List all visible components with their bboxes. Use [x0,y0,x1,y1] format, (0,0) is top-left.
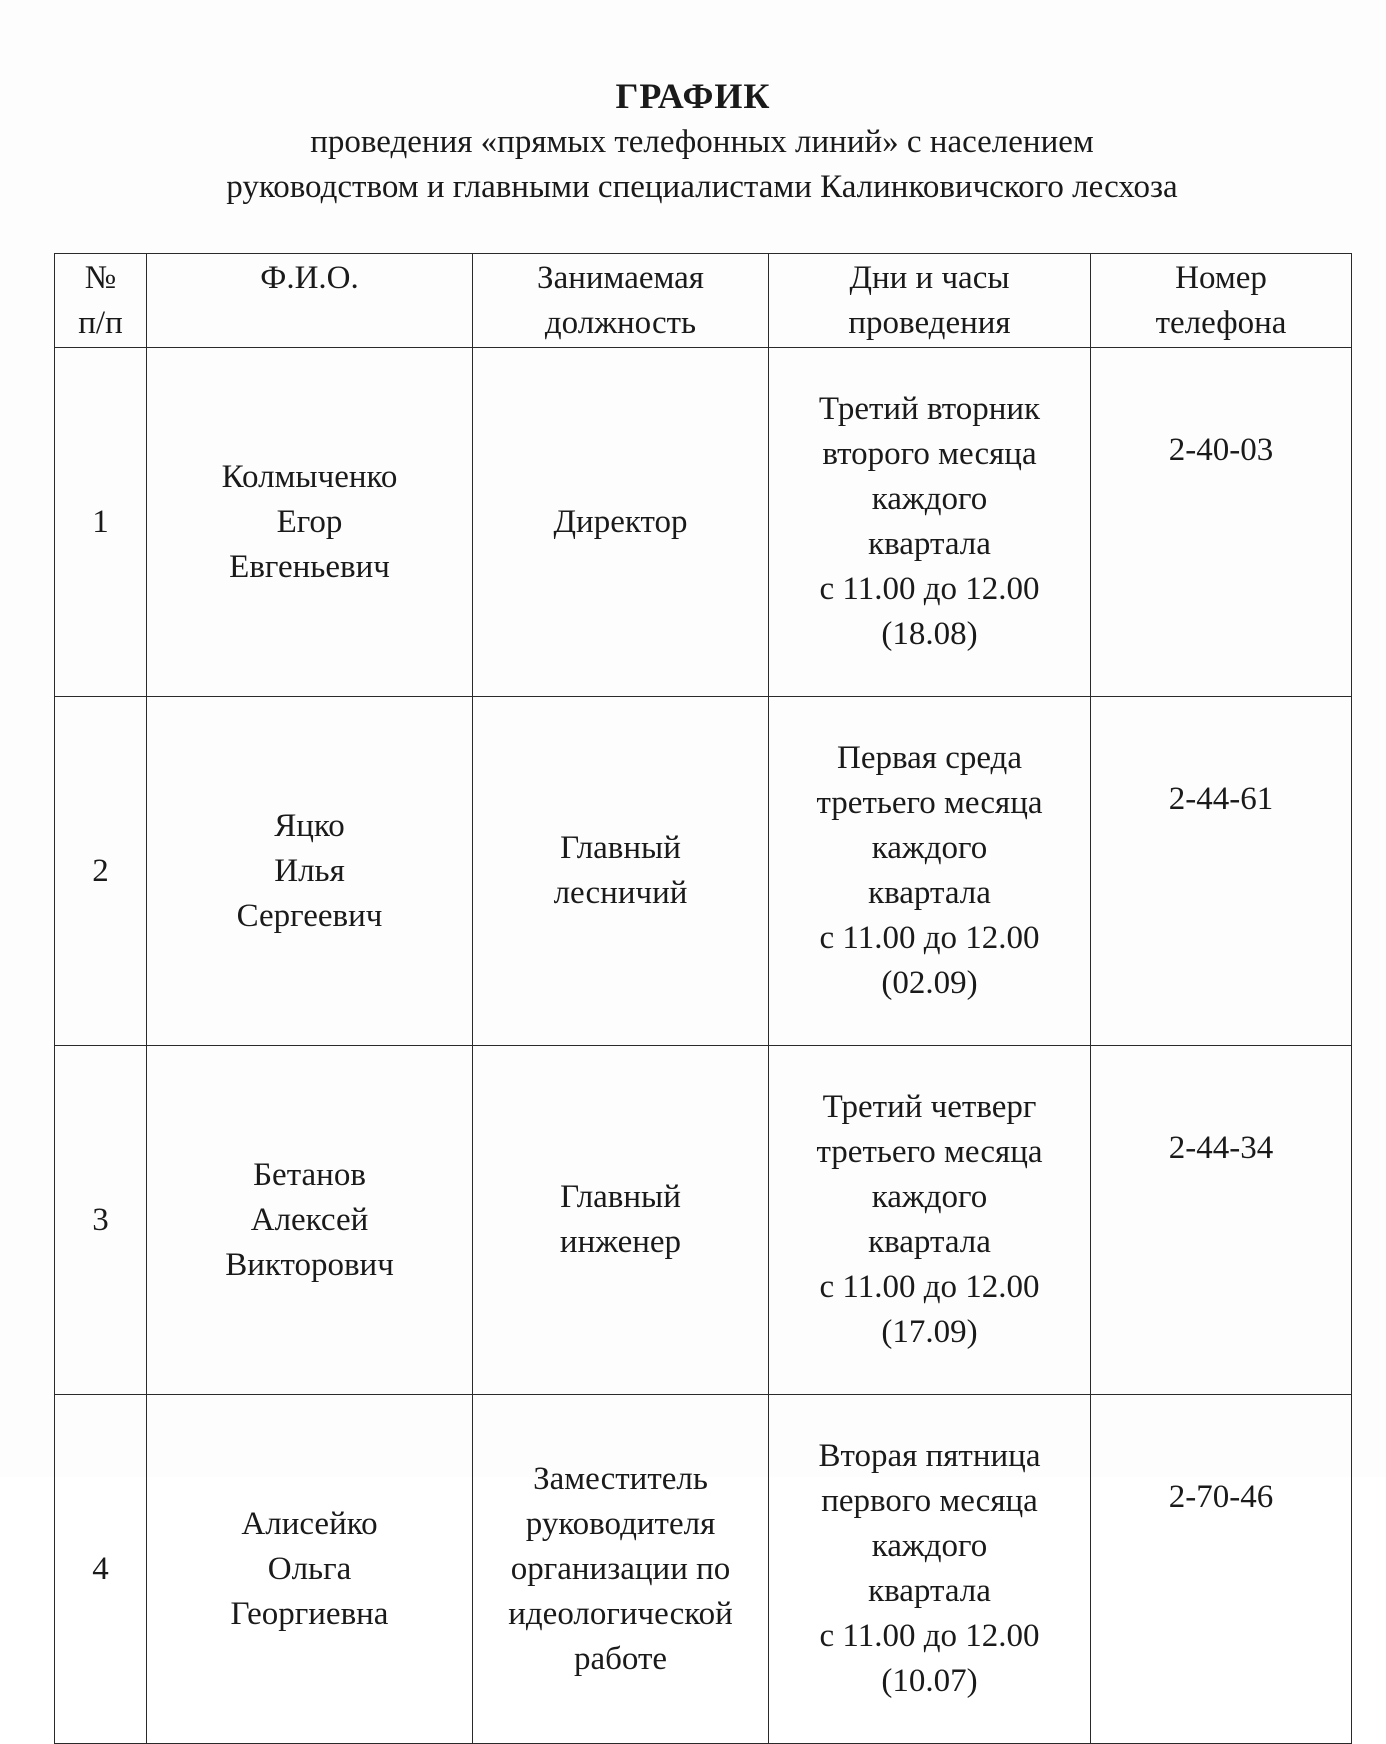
row-position: Главный лесничий [473,697,769,1046]
row-phone-number: 2-44-34 [1091,1046,1352,1395]
hotline-schedule-table [54,253,1352,1744]
row-phone-number: 2-44-61 [1091,697,1352,1046]
row-position: Главный инженер [473,1046,769,1395]
row-schedule: Вторая пятница первого месяца каждого квартала с 11.00 до 12.00 (10.07) [769,1395,1091,1744]
row-schedule: Первая среда третьего месяца каждого квартала с 11.00 до 12.00 (02.09) [769,697,1091,1046]
header-position: Занимаемая должность [473,254,769,348]
document-subtitle-line-2: руководством и главными специалистами Калинковичского лесхоза [226,169,1178,205]
table-row [55,697,1352,1046]
row-full-name: Алисейко Ольга Георгиевна [147,1395,473,1744]
row-number: 4 [55,1395,147,1744]
table-header-row [55,254,1352,348]
header-number: № п/п [55,254,147,348]
table-row [55,1046,1352,1395]
row-number: 2 [55,697,147,1046]
table-row [55,348,1352,697]
row-position: Заместитель руководителя организации по идеологической работе [473,1395,769,1744]
row-full-name: Яцко Илья Сергеевич [147,697,473,1046]
document-title: ГРАФИК [615,76,771,116]
header-phone-number: Номер телефона [1091,254,1352,348]
row-schedule: Третий четверг третьего месяца каждого квартала с 11.00 до 12.00 (17.09) [769,1046,1091,1395]
header-full-name: Ф.И.О. [147,254,473,348]
row-full-name: Колмыченко Егор Евгеньевич [147,348,473,697]
header-days-hours: Дни и часы проведения [769,254,1091,348]
row-position: Директор [473,348,769,697]
row-phone-number: 2-70-46 [1091,1395,1352,1744]
row-phone-number: 2-40-03 [1091,348,1352,697]
row-number: 3 [55,1046,147,1395]
row-number: 1 [55,348,147,697]
document-subtitle-line-1: проведения «прямых телефонных линий» с населением [310,124,1094,160]
row-schedule: Третий вторник второго месяца каждого квартала с 11.00 до 12.00 (18.08) [769,348,1091,697]
row-full-name: Бетанов Алексей Викторович [147,1046,473,1395]
table-row [55,1395,1352,1744]
